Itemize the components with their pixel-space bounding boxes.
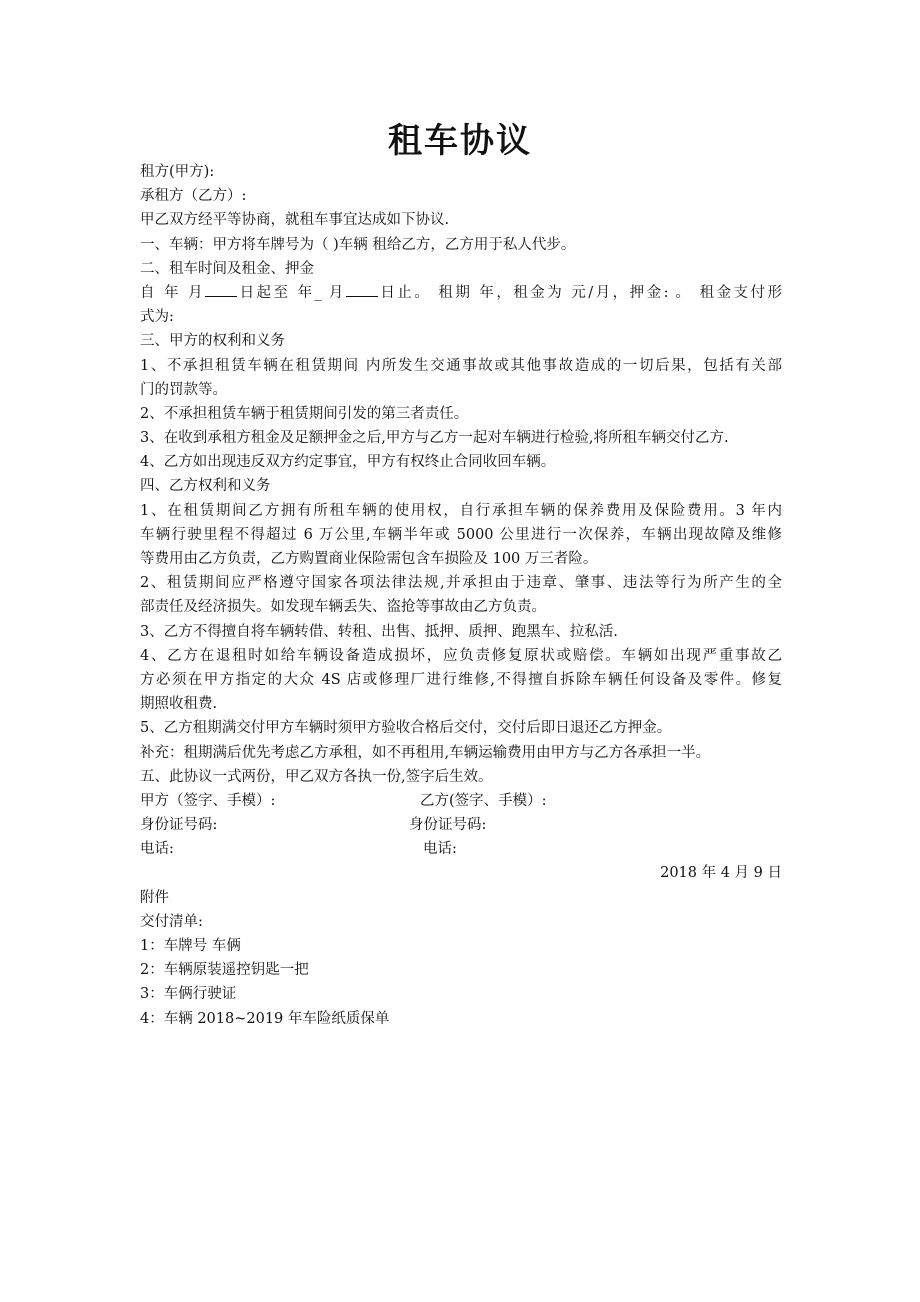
handover-list-heading: 交付清单: (140, 913, 203, 930)
section-4-item-1c: 等费用由乙方负责，乙方购置商业保险需包含车损险及 100 万三者险。 (140, 551, 598, 567)
intro-line: 甲乙双方经平等协商，就租车事宜达成如下协议. (140, 212, 450, 229)
id-number-a: 身份证号码: (140, 817, 218, 834)
id-number-b: 身份证号码: (409, 817, 487, 834)
document-body (140, 160, 782, 1031)
document-title: 租车协议 (388, 121, 532, 161)
section-3-item-3: 3、在收到承租方租金及足额押金之后,甲方与乙方一起对车辆进行检验,将所租车辆交付乙方. (140, 430, 729, 447)
section-3-item-1b: 门的罚款等。 (140, 381, 227, 398)
blank-underline (346, 282, 378, 297)
term-rent: 日止。 租期 年，租金为 元/月，押金: 。 租金支付形 (377, 284, 782, 301)
section-4-item-5: 5、乙方租期满交付甲方车辆时须甲方验收合格后交付，交付后即日退还乙方押金。 (140, 720, 672, 737)
section-2-term-line (140, 281, 782, 305)
section-4-item-1b: 车辆行驶里程不得超过 6 万公里,车辆半年或 5000 公里进行一次保养，车辆出现故障及维修 (140, 526, 782, 543)
handover-item-3: 3：车俩行驶证 (140, 986, 237, 1003)
section-5-line: 五、此协议一式两份，甲乙双方各执一份,签字后生效。 (140, 768, 493, 785)
lessee-line: 承租方（乙方）: (140, 188, 247, 205)
handover-item-4: 4：车辆 2018~2019 年车险纸质保单 (140, 1010, 390, 1027)
section-3-item-2: 2、不承担租赁车辆于租赁期间引发的第三者责任。 (140, 405, 469, 422)
section-2-term-cont: 式为: (140, 309, 174, 326)
handover-item-2: 2：车辆原装遥控钥匙一把 (140, 962, 309, 979)
annex-heading: 附件 (140, 889, 169, 906)
signature-party-a: 甲方（签字、手模）: (140, 792, 276, 809)
section-4-item-1a: 1、在租赁期间乙方拥有所租车辆的使用权，自行承担车辆的保养费用及保险费用。3 年内 (140, 502, 782, 519)
supplement-line: 补充：租期满后优先考虑乙方承租，如不再租用,车辆运输费用由甲方与乙方各承担一半。 (140, 744, 711, 761)
section-1-vehicle: 一、车辆：甲方将车牌号为（ )车辆 租给乙方，乙方用于私人代步。 (140, 236, 576, 253)
section-2-heading: 二、租车时间及租金、押金 (140, 260, 314, 277)
term-start: 自 年 月 (140, 284, 206, 301)
section-3-item-4: 4、乙方如出现违反双方约定事宜，甲方有权终止合同收回车辆。 (140, 454, 556, 471)
section-4-item-4c: 期照收租费. (140, 696, 218, 713)
document-date: 2018 年 4 月 9 日 (660, 865, 782, 882)
section-4-item-4a: 4、乙方在退租时如给车辆设备造成损坏，应负责修复原状或赔偿。车辆如出现严重事故乙 (140, 647, 782, 664)
blank-underline (205, 282, 237, 297)
section-4-item-4b: 方必须在甲方指定的大众 4S 店或修理厂进行维修,不得擅自拆除车辆任何设备及零件。修复 (140, 671, 782, 688)
term-end: 日起至 年_ 月 (237, 284, 346, 301)
section-3-heading: 三、甲方的权利和义务 (140, 333, 285, 350)
section-4-item-2b: 部责任及经济损失。如发现车辆丢失、盗抢等事故由乙方负责。 (140, 599, 546, 616)
signature-row (140, 789, 782, 813)
phone-b: 电话: (423, 841, 457, 858)
id-row (140, 813, 782, 837)
section-3-item-1a: 1、不承担租赁车辆在租赁期间 内所发生交通事故或其他事故造成的一切后果，包括有关部 (140, 357, 782, 374)
section-4-item-2a: 2、租赁期间应严格遵守国家各项法律法规,并承担由于违章、肇事、违法等行为所产生的全 (140, 575, 782, 592)
section-4-heading: 四、乙方权利和义务 (140, 478, 271, 495)
phone-row (140, 837, 782, 861)
lessor-line: 租方(甲方): (140, 164, 215, 180)
phone-a: 电话: (140, 841, 174, 858)
section-4-item-3: 3、乙方不得擅自将车辆转借、转租、出售、抵押、质押、跑黑车、拉私活. (140, 623, 618, 640)
signature-party-b: 乙方(签字、手模）: (420, 792, 547, 809)
handover-item-1: 1：车牌号 车俩 (140, 938, 241, 954)
